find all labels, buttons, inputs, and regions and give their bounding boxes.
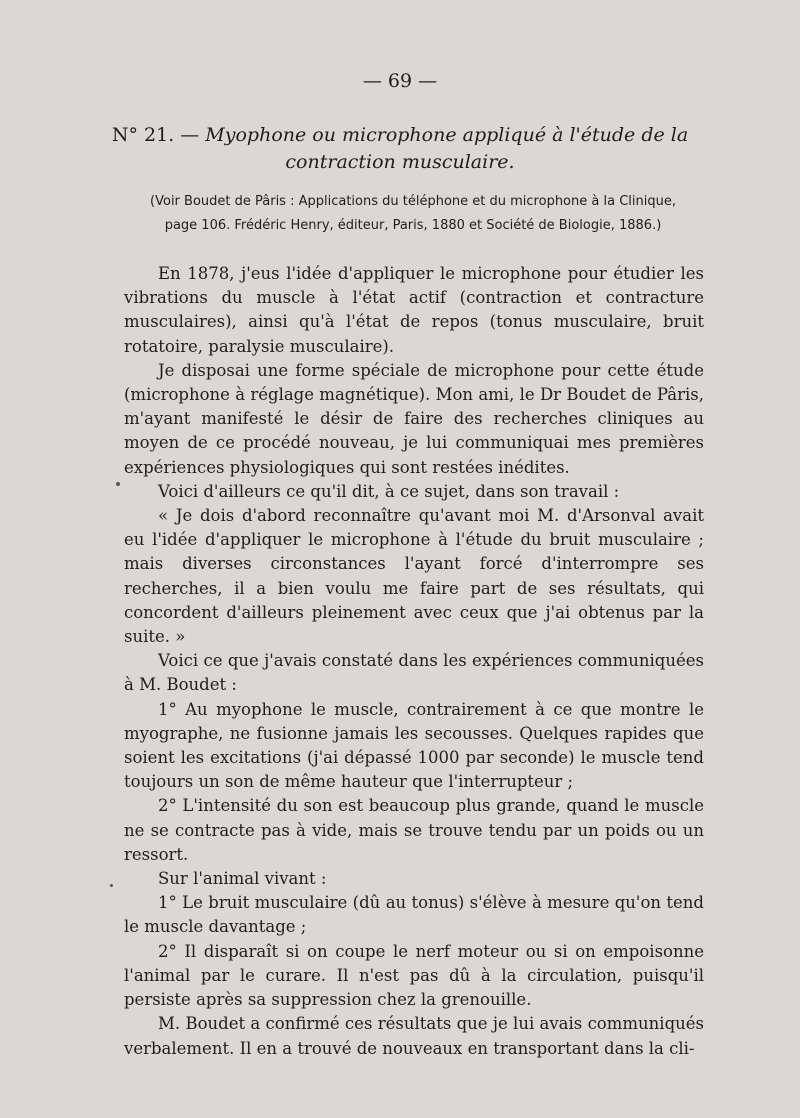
reference-line-1: (Voir Boudet de Pâris : Applications du téléphone et du microphone à la Clinique, bbox=[150, 194, 676, 209]
paragraph-10: 2° Il disparaît si on coupe le nerf moteur ou si on empoisonne l'animal par le curare. Il n'est pas dû à la circulation, puisqu'il persiste après sa suppression chez la grenouille. bbox=[124, 941, 704, 1010]
paragraph-7: 2° L'intensité du son est beaucoup plus grande, quand le muscle ne se contracte pas à vide, mais se trouve tendu par un poids ou un ressort. bbox=[124, 796, 704, 864]
page-number: — 69 — bbox=[362, 70, 438, 92]
reference-line-2: page 106. Frédéric Henry, éditeur, Paris, 1880 et Société de Biologie, 1886.) bbox=[164, 218, 662, 233]
paragraph-4-quote: « Je dois d'abord reconnaître qu'avant moi M. d'Arsonval avait eu l'idée d'appliquer le microphone à l'étude du bruit musculaire ; mais diverses circonstances l'ayant forcé d'interrompre ses recherches, il a bien voulu me faire part de ses résultats, qui concordent d'ailleurs pleinement avec ceux que j'ai obtenus par la suite. » bbox=[124, 506, 704, 647]
section-title-part-2: contraction musculaire. bbox=[285, 151, 515, 173]
section-heading bbox=[100, 122, 700, 176]
paragraph-2: Je disposai une forme spéciale de microphone pour cette étude (microphone à réglage magnétique). Mon ami, le Dr Boudet de Pâris, m'ayant manifesté le désir de faire des recherches cliniques au moyen de ce procédé nouveau, je lui communiquai mes premières expériences physiologiques qui sont restées inédites. bbox=[124, 360, 704, 477]
paragraph-11: M. Boudet a confirmé ces résultats que je lui avais communiqués verbalement. Il en a trouvé de nouveaux en transportant dans la cli- bbox=[124, 1014, 704, 1058]
paragraph-9: 1° Le bruit musculaire (dû au tonus) s'élève à mesure qu'on tend le muscle davantage ; bbox=[124, 893, 704, 937]
bibliographic-reference bbox=[122, 190, 704, 238]
heading-dash: — bbox=[180, 124, 200, 146]
paragraph-8: Sur l'animal vivant : bbox=[158, 869, 327, 889]
body-text bbox=[124, 262, 704, 1061]
section-title-part-1: Myophone ou microphone appliqué à l'étude de la bbox=[205, 124, 689, 146]
heading-line-2 bbox=[100, 149, 700, 176]
paragraph-1: En 1878, j'eus l'idée d'appliquer le microphone pour étudier les vibrations du muscle à l'état actif (contraction et contracture musculaires), ainsi qu'à l'état de repos (tonus musculaire, bruit rotatoire, paralysie musculaire). bbox=[124, 264, 704, 356]
section-number: N° 21. bbox=[111, 124, 175, 146]
paragraph-5: Voici ce que j'avais constaté dans les expériences communiquées à M. Boudet : bbox=[124, 651, 704, 695]
ink-speck bbox=[110, 884, 113, 887]
paragraph-6: 1° Au myophone le muscle, contrairement à ce que montre le myographe, ne fusionne jamais les secousses. Quelques rapides que soient les excitations (j'ai dépassé 1000 par seconde) le muscle tend toujours un son de même hauteur que l'interrupteur ; bbox=[124, 699, 704, 792]
paragraph-3: Voici d'ailleurs ce qu'il dit, à ce sujet, dans son travail : bbox=[158, 481, 620, 501]
heading-line-1 bbox=[100, 122, 700, 149]
ink-speck bbox=[116, 482, 120, 486]
